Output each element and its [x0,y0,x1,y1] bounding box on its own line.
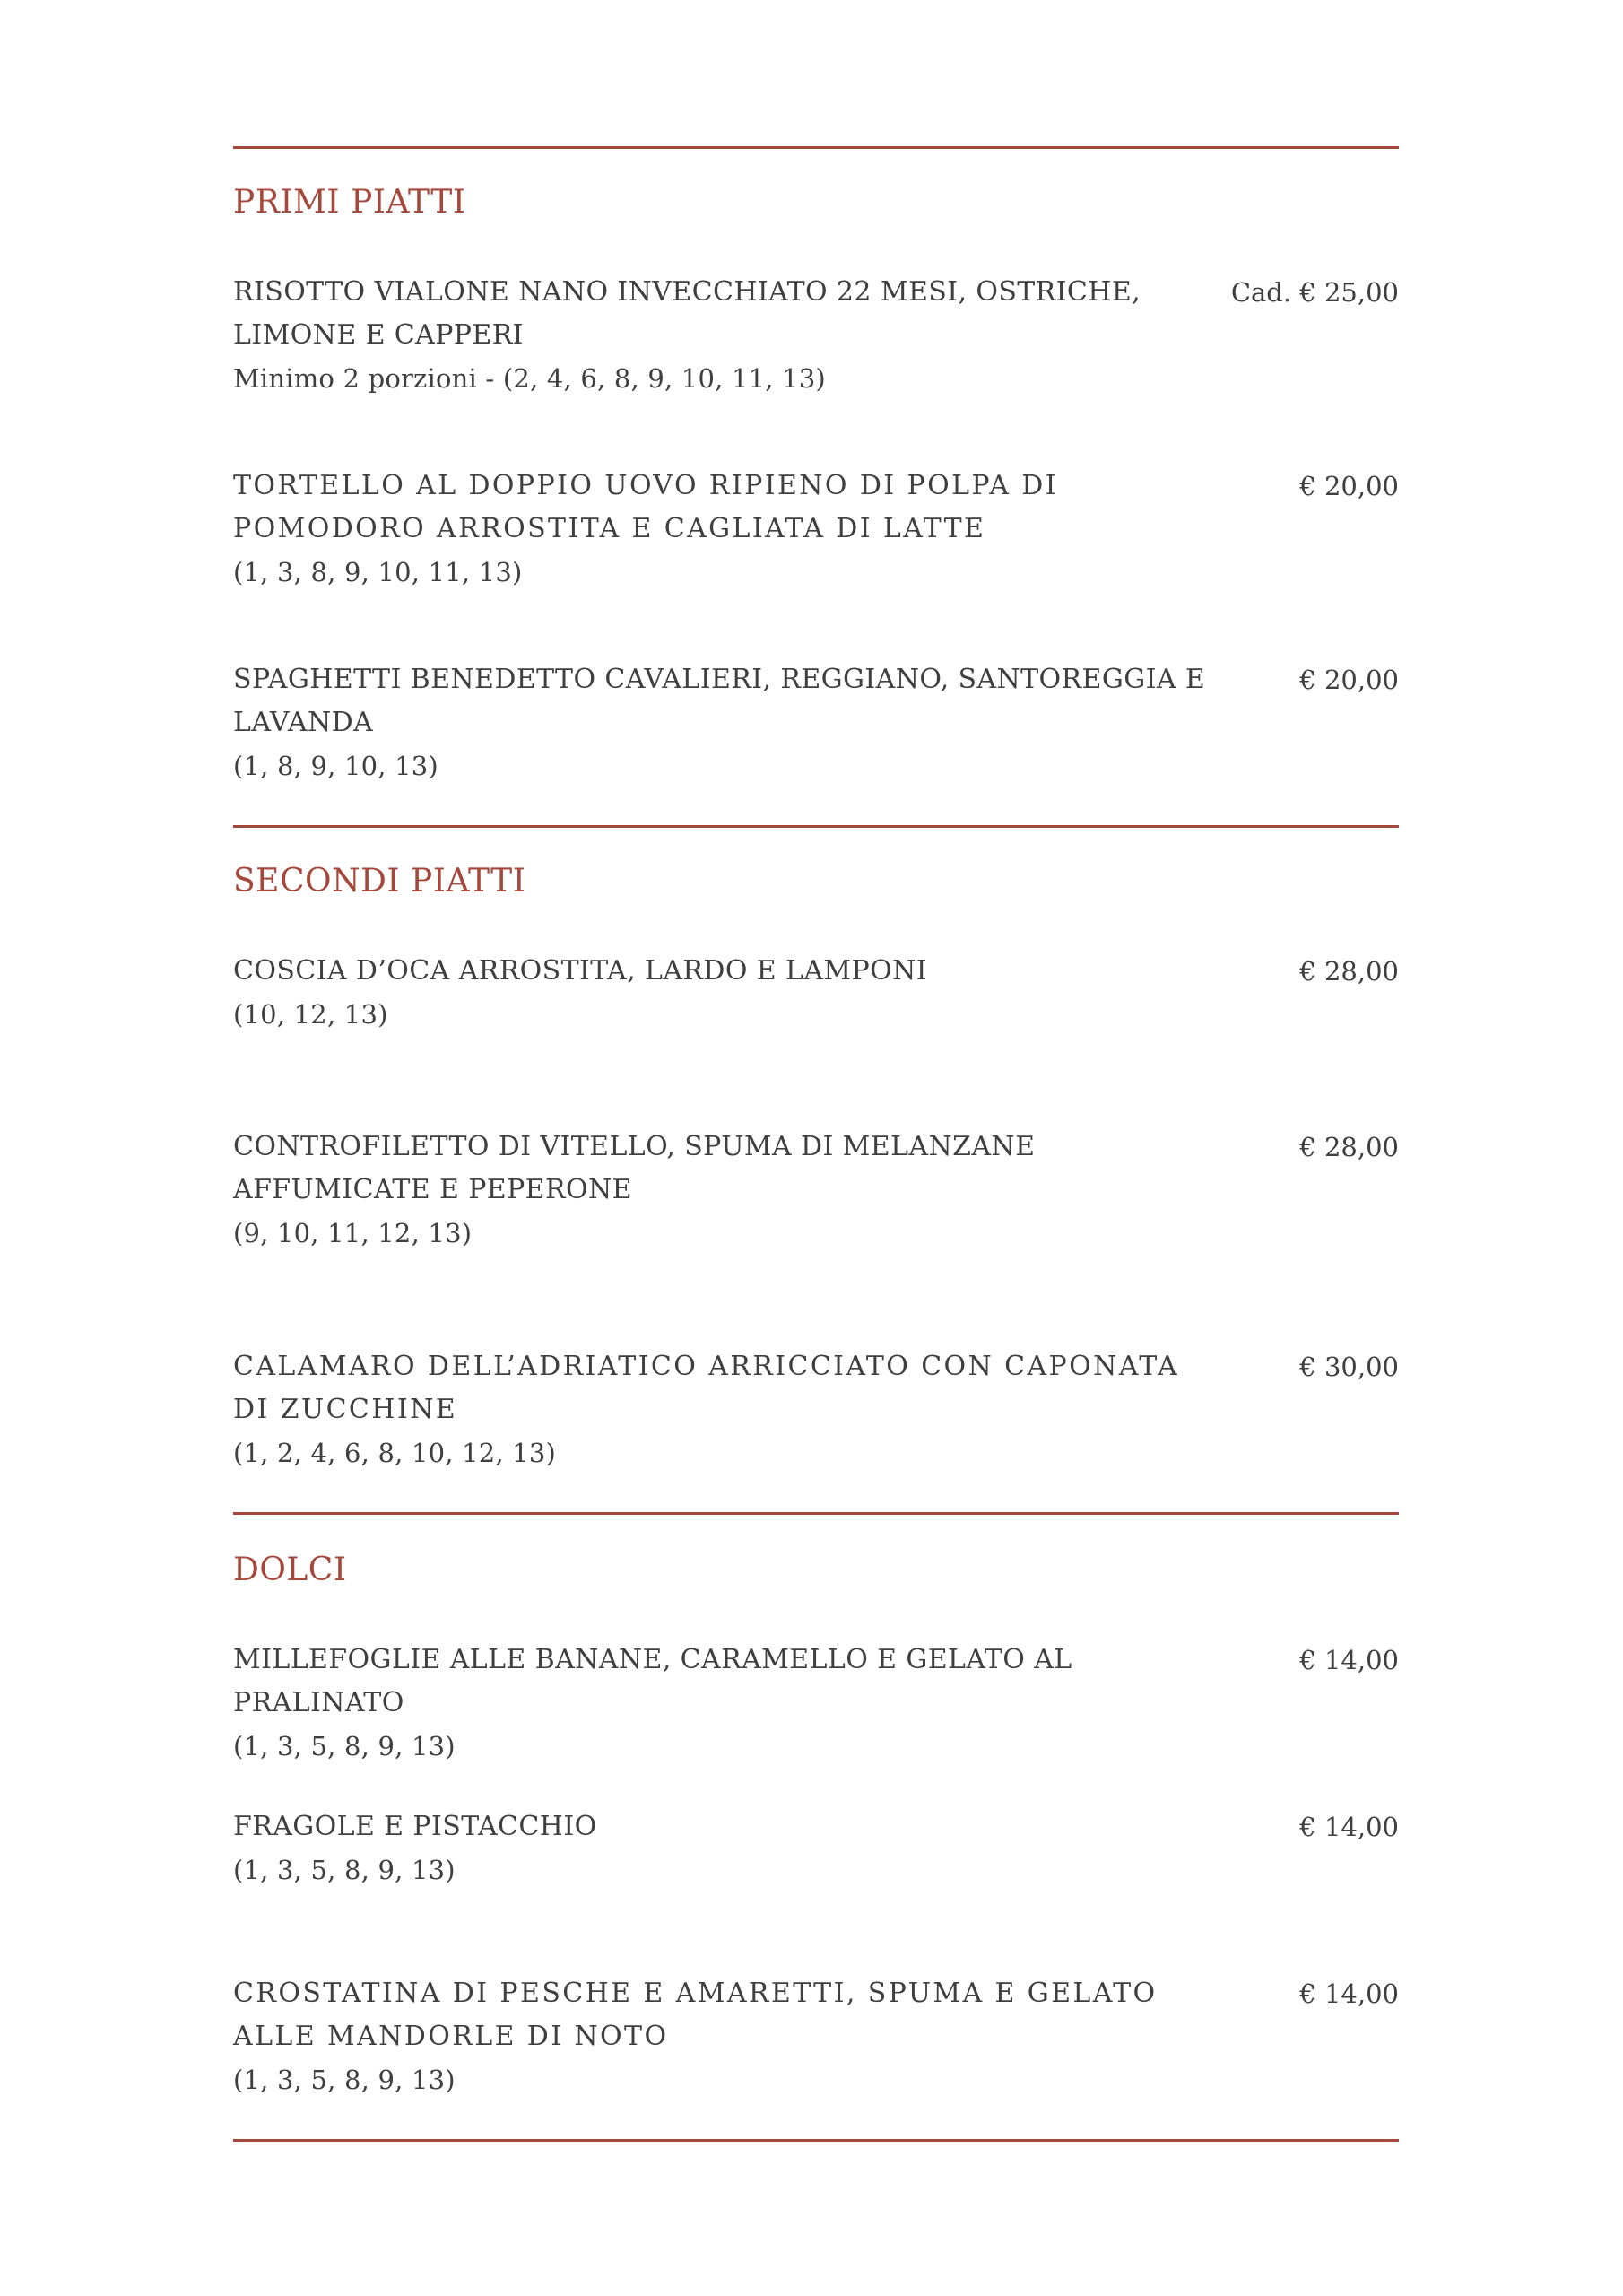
item-name: COSCIA D’OCA ARROSTITA, LARDO E LAMPONI [233,955,927,987]
item-allergens: (1, 3, 5, 8, 9, 13) [233,1731,456,1761]
section-divider [233,146,1399,149]
item-name: CONTROFILETTO DI VITELLO, SPUMA DI MELANZANE AFFUMICATE E PEPERONE [233,1131,1036,1205]
item-allergens: (1, 3, 5, 8, 9, 13) [233,2065,456,2095]
menu-item [233,1639,1399,1768]
item-price: € 20,00 [1299,665,1399,695]
item-name: RISOTTO VIALONE NANO INVECCHIATO 22 MESI, OSTRICHE, LIMONE E CAPPERI [233,276,1141,351]
section-title-primi: PRIMI PIATTI [233,184,466,221]
item-price: € 20,00 [1299,471,1399,501]
item-allergens: Minimo 2 porzioni - (2, 4, 6, 8, 9, 10, 11, 13) [233,363,826,394]
section-title-secondi: SECONDI PIATTI [233,863,526,900]
item-allergens: (1, 8, 9, 10, 13) [233,751,438,781]
item-allergens: (1, 2, 4, 6, 8, 10, 12, 13) [233,1438,557,1468]
item-name: FRAGOLE E PISTACCHIO [233,1811,597,1842]
section-title-dolci: DOLCI [233,1552,347,1588]
section-divider [233,2139,1399,2142]
item-allergens: (10, 12, 13) [233,999,388,1030]
item-price: € 14,00 [1299,1979,1399,2009]
item-price: € 14,00 [1299,1645,1399,1675]
menu-item [233,271,1399,400]
menu-item [233,1345,1399,1474]
item-allergens: (1, 3, 8, 9, 10, 11, 13) [233,557,523,587]
item-allergens: (1, 3, 5, 8, 9, 13) [233,1855,456,1885]
item-price: Cad. € 25,00 [1230,277,1399,308]
item-name: CALAMARO DELL’ADRIATICO ARRICCIATO CON CAPONATA DI ZUCCHINE [233,1351,1180,1425]
menu-item [233,465,1399,594]
menu-item [233,1972,1399,2101]
item-price: € 28,00 [1299,1132,1399,1162]
menu-item [233,658,1399,787]
section-divider [233,1512,1399,1515]
menu-item [233,1126,1399,1255]
item-name: CROSTATINA DI PESCHE E AMARETTI, SPUMA E GELATO ALLE MANDORLE DI NOTO [233,1978,1158,2052]
item-name: TORTELLO AL DOPPIO UOVO RIPIENO DI POLPA DI POMODORO ARROSTITA E CAGLIATA DI LATTE [233,470,1058,544]
item-price: € 14,00 [1299,1812,1399,1842]
section-divider [233,825,1399,828]
item-allergens: (9, 10, 11, 12, 13) [233,1218,473,1248]
item-name: SPAGHETTI BENEDETTO CAVALIERI, REGGIANO, SANTOREGGIA E LAVANDA [233,664,1206,738]
item-name: MILLEFOGLIE ALLE BANANE, CARAMELLO E GELATO AL PRALINATO [233,1644,1072,1718]
menu-item [233,950,1399,1036]
menu-item [233,1805,1399,1892]
item-price: € 30,00 [1299,1352,1399,1382]
item-price: € 28,00 [1299,956,1399,987]
